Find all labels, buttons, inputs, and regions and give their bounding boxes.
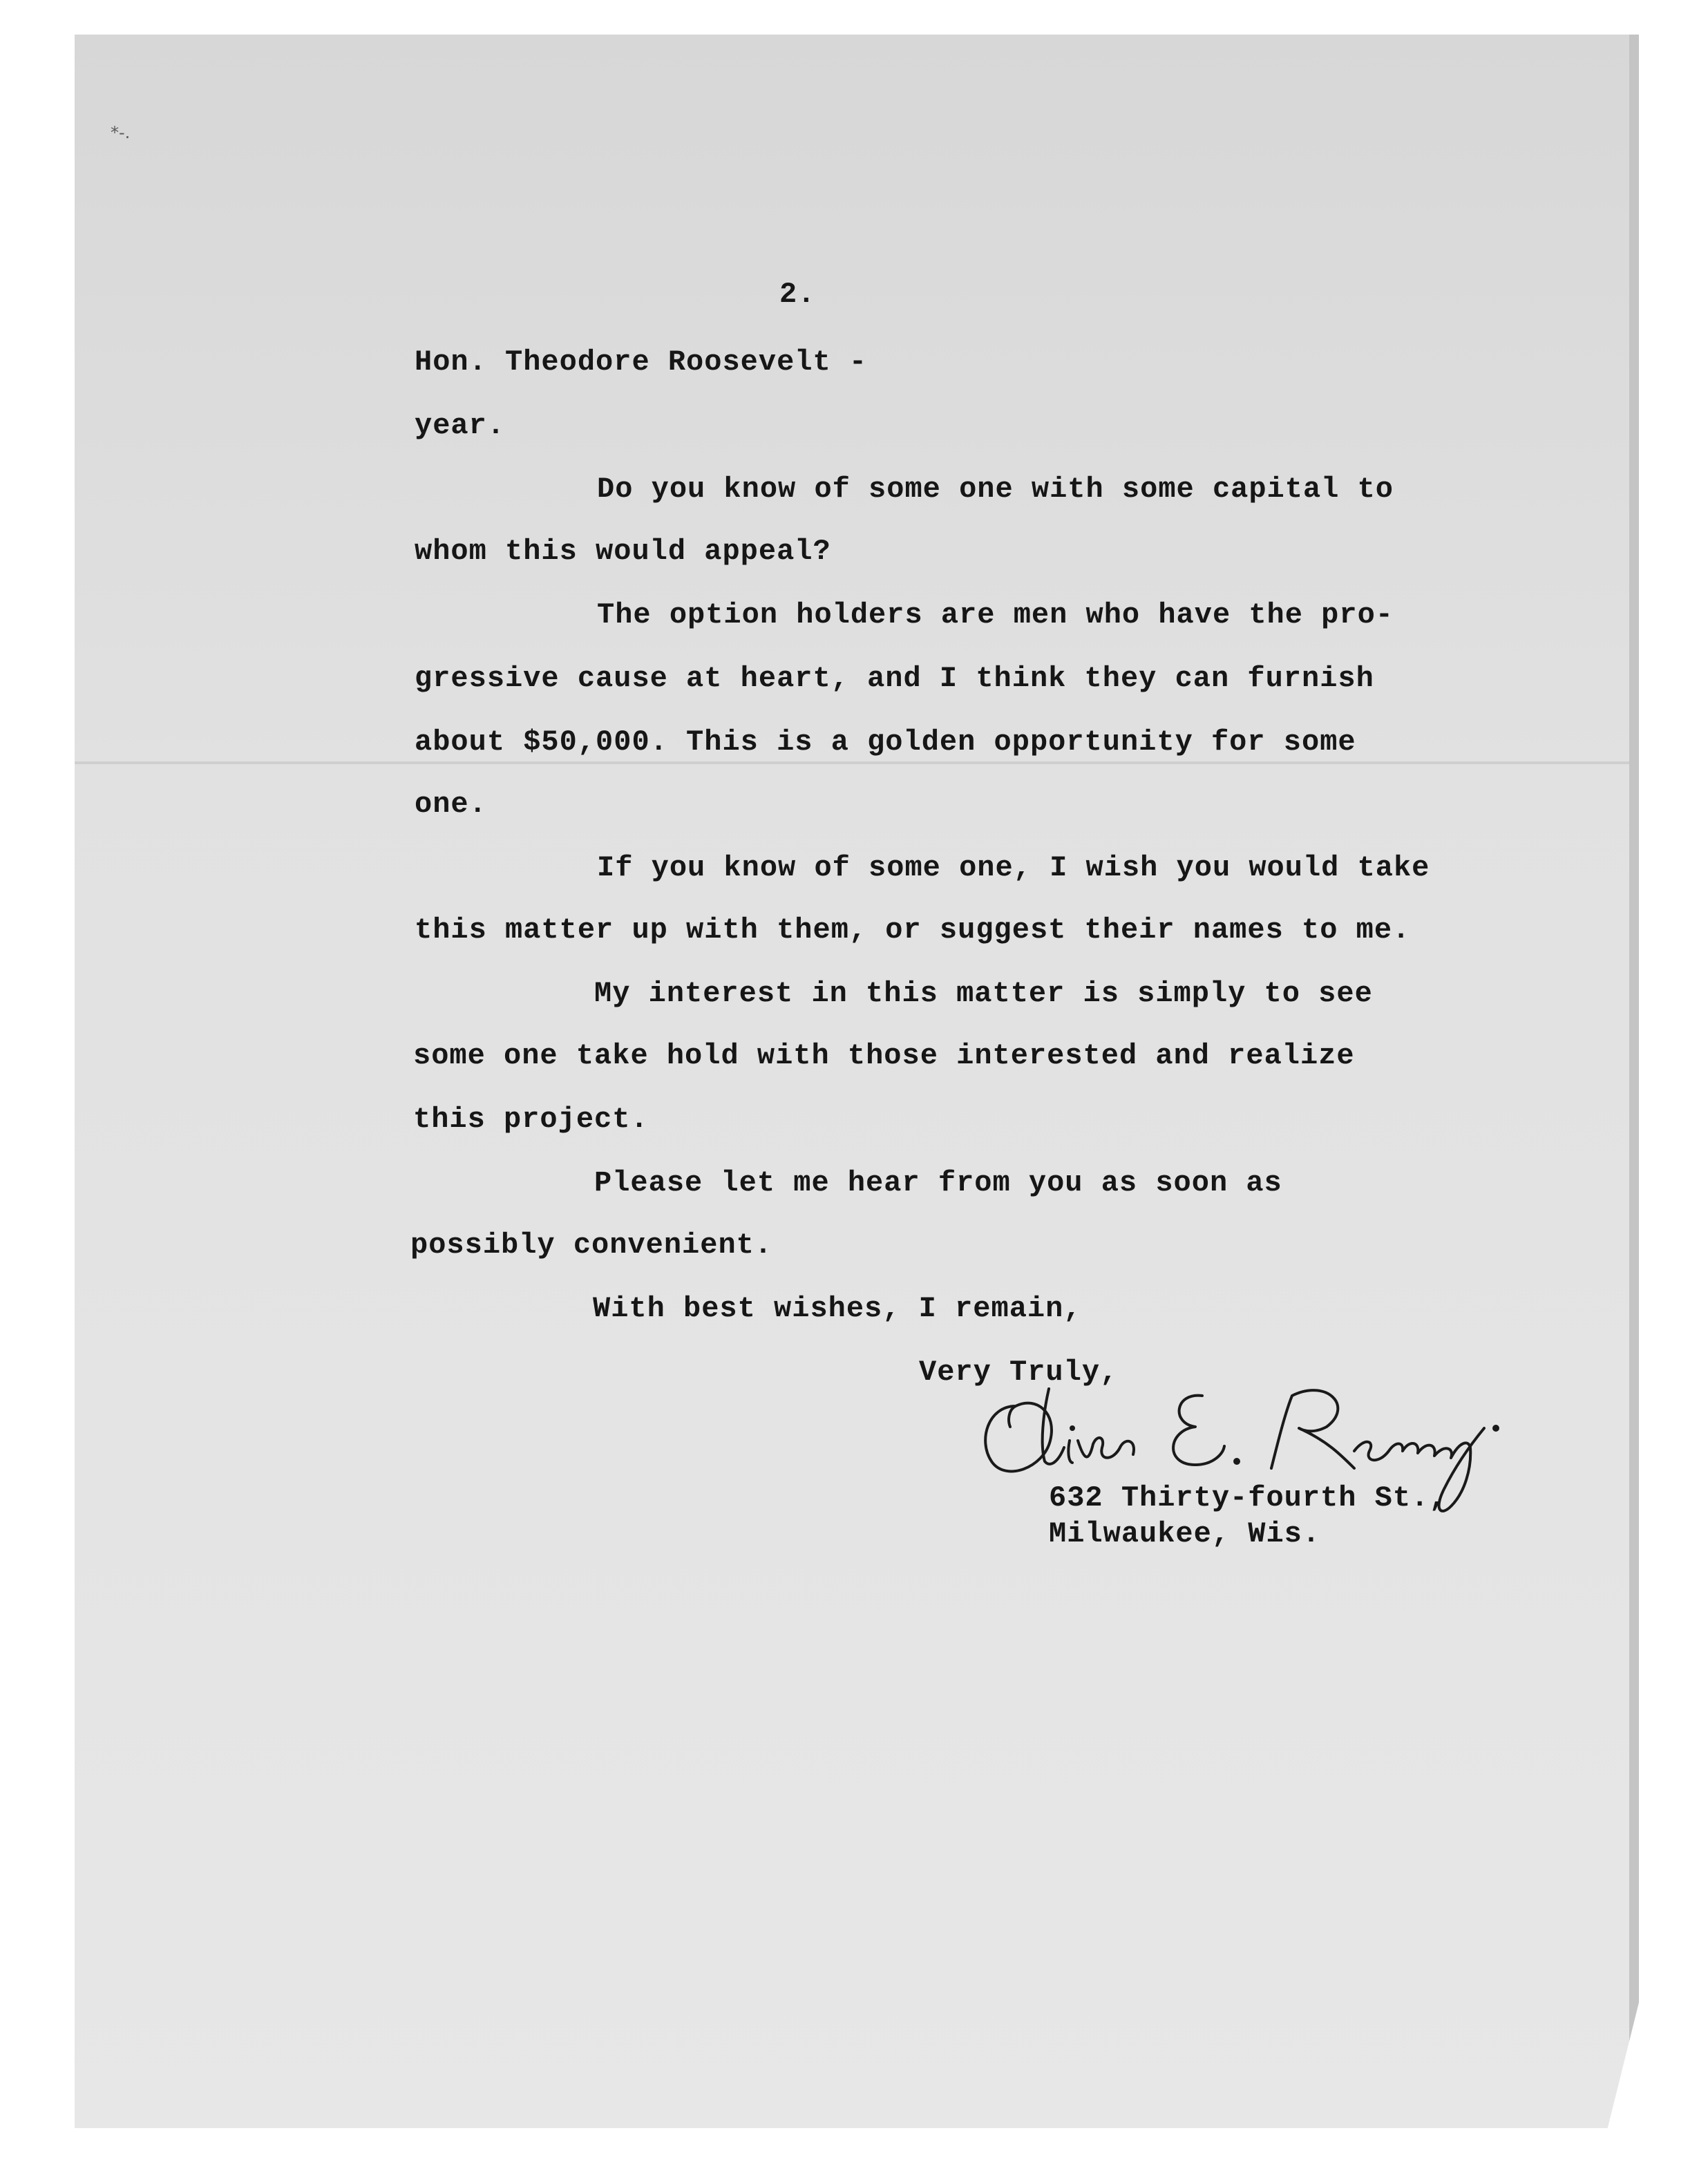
body-line: With best wishes, I remain, — [593, 1292, 1082, 1325]
body-line: some one take hold with those interested and realize — [413, 1039, 1355, 1072]
body-line: this project. — [413, 1103, 649, 1136]
body-line: possibly convenient. — [410, 1228, 773, 1262]
page-number: 2. — [779, 278, 816, 311]
addressee-header: Hon. Theodore Roosevelt - — [415, 345, 868, 379]
body-line: whom this would appeal? — [415, 535, 831, 568]
page-fold-line — [75, 761, 1629, 764]
body-line: If you know of some one, I wish you would take — [597, 851, 1430, 884]
body-line: The option holders are men who have the pro- — [597, 598, 1394, 632]
corner-mark: *-. — [111, 123, 131, 142]
body-line: gressive cause at heart, and I think they can furnish — [415, 662, 1374, 695]
address-line-1: 632 Thirty-fourth St., — [1049, 1481, 1448, 1515]
address-line-2: Milwaukee, Wis. — [1049, 1517, 1321, 1550]
body-line: this matter up with them, or suggest their names to me. — [415, 913, 1411, 947]
body-line: Do you know of some one with some capital to — [597, 473, 1394, 506]
body-line: year. — [415, 409, 506, 442]
body-line: My interest in this matter is simply to see — [594, 977, 1373, 1010]
body-line: about $50,000. This is a golden opportunity for some — [415, 725, 1356, 759]
body-line: Please let me hear from you as soon as — [594, 1166, 1282, 1199]
closing: Very Truly, — [919, 1356, 1119, 1389]
body-line: one. — [415, 788, 487, 821]
